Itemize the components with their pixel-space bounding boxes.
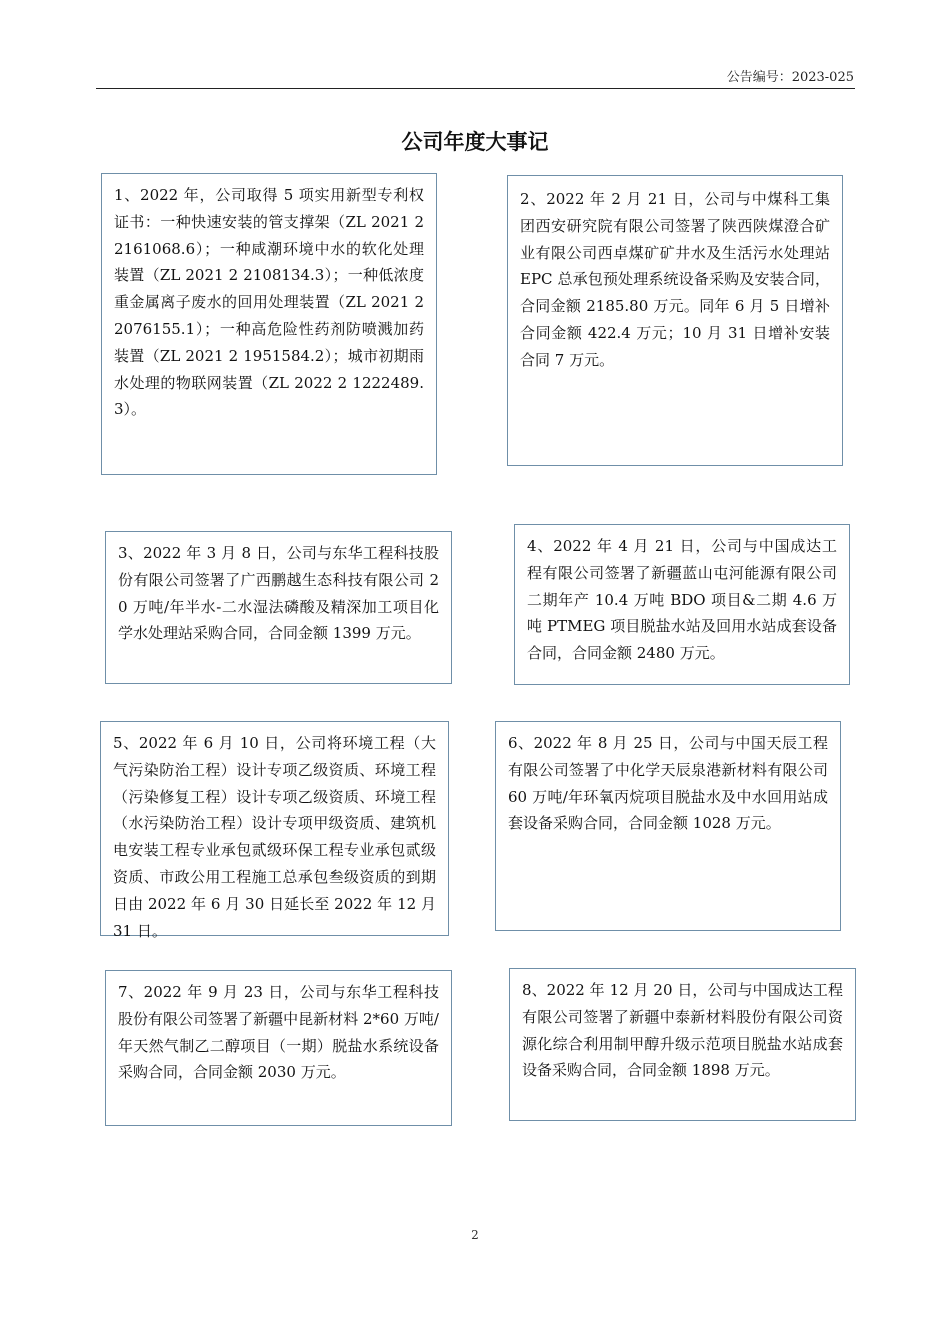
- event-box-3: 3、2022 年 3 月 8 日，公司与东华工程科技股份有限公司签署了广西鹏越生态科技有限公司 20 万吨/年半水-二水湿法磷酸及精深加工项目化学水处理站采购合同，合同金额 1399 万元。: [105, 531, 452, 684]
- event-box-5: 5、2022 年 6 月 10 日，公司将环境工程（大气污染防治工程）设计专项乙级资质、环境工程（污染修复工程）设计专项乙级资质、环境工程（水污染防治工程）设计专项甲级资质、建筑机电安装工程专业承包贰级环保工程专业承包贰级资质、市政公用工程施工总承包叁级资质的到期日由 2022 年 6 月 30 日延长至 2022 年 12 月 31 日。: [100, 721, 449, 936]
- event-box-2: 2、2022 年 2 月 21 日，公司与中煤科工集团西安研究院有限公司签署了陕西陕煤澄合矿业有限公司西卓煤矿矿井水及生活污水处理站 EPC 总承包预处理系统设备采购及安装合同，合同金额 2185.80 万元。同年 6 月 5 日增补合同金额 422.4 万元；10 月 31 日增补安装合同 7 万元。: [507, 175, 843, 466]
- header-divider: [96, 88, 855, 89]
- event-box-6: 6、2022 年 8 月 25 日，公司与中国天辰工程有限公司签署了中化学天辰泉港新材料有限公司 60 万吨/年环氧丙烷项目脱盐水及中水回用站成套设备采购合同，合同金额 1028 万元。: [495, 721, 841, 931]
- page-title: 公司年度大事记: [401, 130, 549, 154]
- event-box-7: 7、2022 年 9 月 23 日，公司与东华工程科技股份有限公司签署了新疆中昆新材料 2*60 万吨/年天然气制乙二醇项目（一期）脱盐水系统设备采购合同，合同金额 2030 万元。: [105, 970, 452, 1126]
- event-box-4: 4、2022 年 4 月 21 日，公司与中国成达工程有限公司签署了新疆蓝山屯河能源有限公司二期年产 10.4 万吨 BDO 项目&二期 4.6 万吨 PTMEG 项目脱盐水站及回用水站成套设备合同，合同金额 2480 万元。: [514, 524, 850, 685]
- page-number: 2: [471, 1228, 479, 1242]
- event-box-8: 8、2022 年 12 月 20 日，公司与中国成达工程有限公司签署了新疆中泰新材料股份有限公司资源化综合利用制甲醇升级示范项目脱盐水站成套设备采购合同，合同金额 1898 万元。: [509, 968, 856, 1121]
- notice-number: 公告编号：2023-025: [726, 70, 854, 85]
- event-box-1: 1、2022 年，公司取得 5 项实用新型专利权证书：一种快速安装的管支撑架（ZL 2021 2 2161068.6）；一种咸潮环境中水的软化处理装置（ZL 2021 2 2108134.3）；一种低浓度重金属离子废水的回用处理装置（ZL 2021 2 2076155.1）；一种高危险性药剂防喷溅加药装置（ZL 2021 2 1951584.2）；城市初期雨水处理的物联网装置（ZL 2022 2 1222489.3）。: [101, 173, 437, 475]
